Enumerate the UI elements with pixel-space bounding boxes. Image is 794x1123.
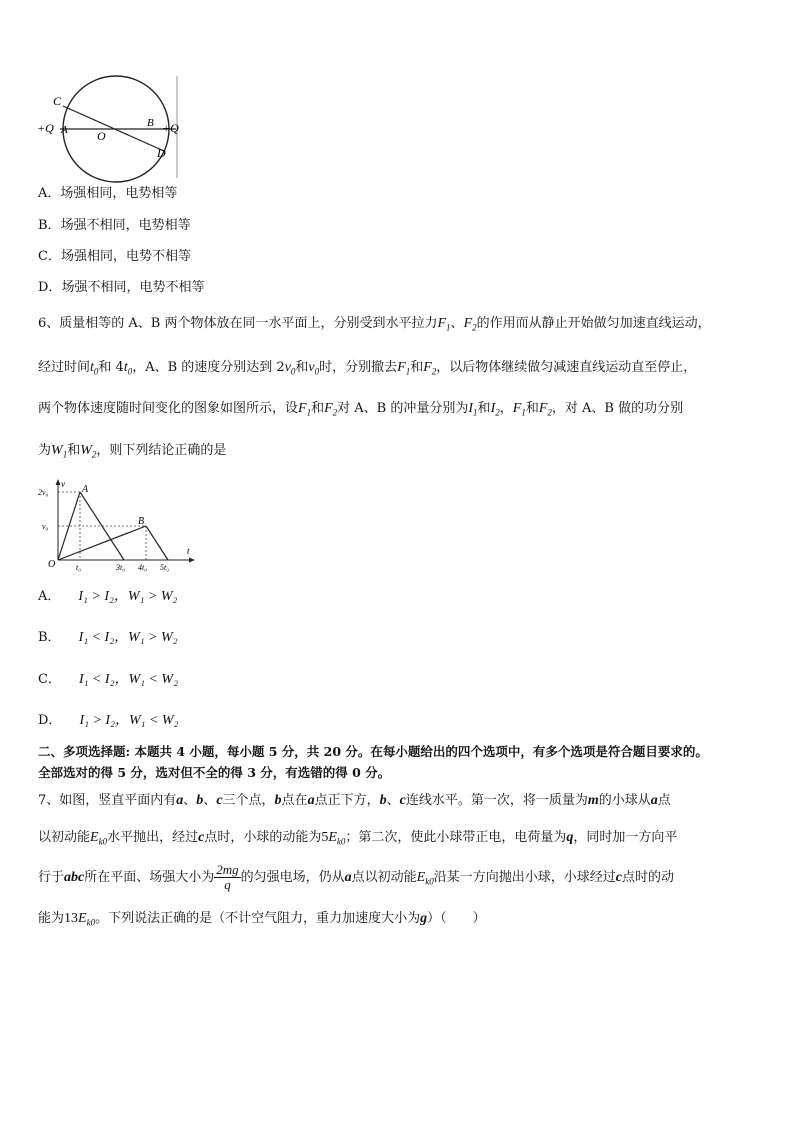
label-plus-q-right: +Q	[162, 121, 179, 135]
q6-line-1: 6、质量相等的 A、B 两个物体放在同一水平面上，分别受到水平拉力$F_1$、$F_2$的作用而从静止开始做匀加速直线运动，	[38, 316, 711, 333]
line-a-rise	[58, 492, 80, 560]
q6-line-4: 为$W_1$和$W_2$，则下列结论正确的是	[38, 443, 227, 460]
label-a: A	[61, 124, 68, 136]
q5-option-c: C．场强相同，电势不相等	[38, 249, 191, 264]
section2-line-2: 全部选对的得 5 分，选对但不全的得 3 分，有选错的得 0 分。	[38, 765, 391, 780]
q6-line-2: 经过时间$t_0$和 $4t_0$，A、B 的速度分别达到 $2v_0$和$v_0$时，分别撤去$F_1$和$F_2$，以后物体继续做匀减速直线运动直至停止，	[38, 360, 697, 377]
tick-2v0-label: 2v₀	[38, 488, 49, 497]
q6-option-d: D． I₁ > I₂，W₁ < W₂	[38, 713, 179, 728]
label-o: O	[97, 129, 106, 143]
line-b-rise	[58, 526, 146, 560]
axis-v-label: v	[61, 479, 65, 489]
label-plus-q-left: +Q	[37, 121, 54, 135]
point-a-label: A	[82, 484, 89, 495]
q5-option-a: A．场强相同，电势相等	[38, 186, 178, 201]
q5-option-b: B．场强不相同，电势相等	[38, 218, 191, 233]
q6-line-3: 两个物体速度随时间变化的图象如图所示，设$F_1$和$F_2$对 A、B 的冲量分别为$I_1$和$I_2$，$F_1$和$F_2$，对 A、B 做的功分别	[38, 401, 684, 418]
v-axis-arrow	[56, 479, 61, 485]
velocity-time-graph	[36, 478, 196, 574]
label-c: C	[53, 94, 62, 108]
line-b-fall	[146, 526, 168, 560]
point-b-label: B	[138, 516, 145, 527]
q7-line-4: 能为$13E_{k0}$。下列说法正确的是（不计空气阻力，重力加速度大小为g）（ ）	[38, 911, 486, 928]
tick-3t0-label: 3t₀	[116, 563, 126, 572]
tick-5t0-label: 5t₀	[160, 563, 170, 572]
q7-line-1: 7、如图，竖直平面内有a、b、c三个点，b点在a点正下方，b、c连线水平。第一次，将一质量为m的小球从a点	[38, 793, 671, 808]
circle-charges-figure	[36, 74, 186, 184]
tick-v0-label: v₀	[42, 522, 49, 531]
q7-line-3: 行于abc所在平面、场强大小为 $\frac{2mg}{q}$ 的匀强电场，仍从a点以初动能$E_{k0}$沿某一方向抛出小球，小球经过c点时的动	[38, 862, 674, 892]
q6-option-c: C． I₁ < I₂，W₁ < W₂	[38, 672, 178, 687]
field-strength-fraction: $\frac{2mg}{q}$	[216, 862, 239, 892]
q7-line-2: 以初动能$E_{k0}$水平抛出，经过c点时，小球的动能为$5E_{k0}$；第二次，使此小球带正电，电荷量为q，同时加一方向平	[38, 830, 678, 847]
q6-option-a: A． I₁ > I₂，W₁ > W₂	[38, 589, 178, 604]
tick-t0-label: t₀	[76, 563, 82, 572]
q5-option-d: D．场强不相同，电势不相等	[38, 280, 205, 295]
label-d: D	[157, 146, 166, 160]
label-b: B	[147, 117, 154, 129]
origin-label: O	[48, 559, 56, 570]
axis-t-label: t	[187, 546, 190, 556]
section2-line-1: 二、多项选择题: 本题共 4 小题，每小题 5 分，共 20 分。在每小题给出的四个选项中，有多个选项是符合题目要求的。	[38, 744, 708, 759]
t-axis-arrow	[189, 558, 195, 563]
q6-option-b: B． I₁ < I₂，W₁ > W₂	[38, 630, 178, 645]
tick-4t0-label: 4t₀	[138, 563, 148, 572]
